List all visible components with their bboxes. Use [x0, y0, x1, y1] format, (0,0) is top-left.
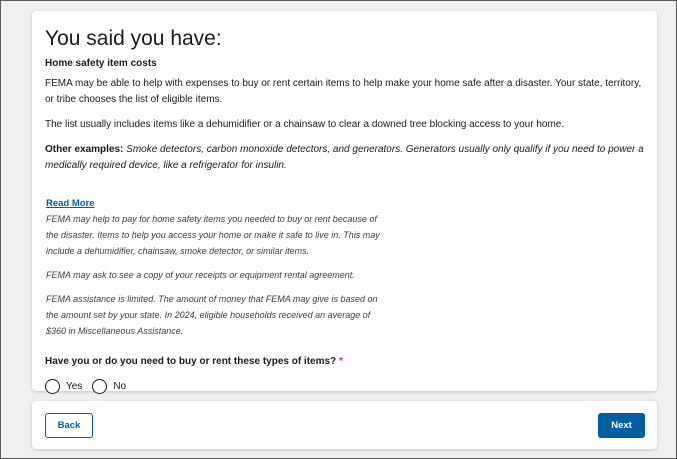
question-card — [32, 11, 657, 391]
question-text: Have you or do you need to buy or rent these types of items? — [45, 356, 337, 367]
page-title: You said you have: — [45, 27, 222, 50]
radio-no[interactable] — [92, 379, 107, 394]
radio-option-yes[interactable] — [45, 379, 82, 394]
read-more-text-3: FEMA assistance is limited. The amount of money that FEMA may give is based on the amount set by your state. In 2024, eligible households received an average of $360 in Miscellaneous Assistance. — [46, 294, 378, 336]
radio-option-no[interactable] — [92, 379, 126, 394]
section-heading: Home safety item costs — [45, 58, 157, 69]
question-label — [45, 355, 644, 369]
other-examples-text: Smoke detectors, carbon monoxide detectors, and generators. Generators usually only qualify if you need to power a medically required device, like a refrigerator for insulin. — [45, 144, 644, 171]
other-examples-label: Other examples: — [45, 144, 124, 155]
navigation-bar — [32, 401, 657, 449]
required-marker: * — [338, 356, 343, 367]
back-button[interactable]: Back — [45, 413, 93, 438]
read-more-link[interactable]: Read More — [46, 198, 95, 209]
other-examples-paragraph — [45, 142, 644, 174]
next-button[interactable]: Next — [598, 413, 645, 438]
radio-yes-label: Yes — [66, 380, 83, 392]
examples-paragraph: The list usually includes items like a dehumidifier or a chainsaw to clear a downed tree blocking access to your home. — [45, 119, 565, 130]
intro-paragraph: FEMA may be able to help with expenses to buy or rent certain items to help make your home safe after a disaster. Your state, territory, or tribe chooses the list of eligible items. — [45, 78, 642, 105]
read-more-text-1: FEMA may help to pay for home safety items you needed to buy or rent because of the disaster. Items to help you access your home or make it safe to live in. This may include a dehumidifier, chainsaw, smoke detector, or similar items. — [46, 214, 380, 256]
radio-no-label: No — [113, 380, 127, 392]
radio-yes[interactable] — [45, 379, 60, 394]
radio-group — [45, 379, 644, 394]
read-more-text-2: FEMA may ask to see a copy of your receipts or equipment rental agreement. — [46, 270, 355, 280]
